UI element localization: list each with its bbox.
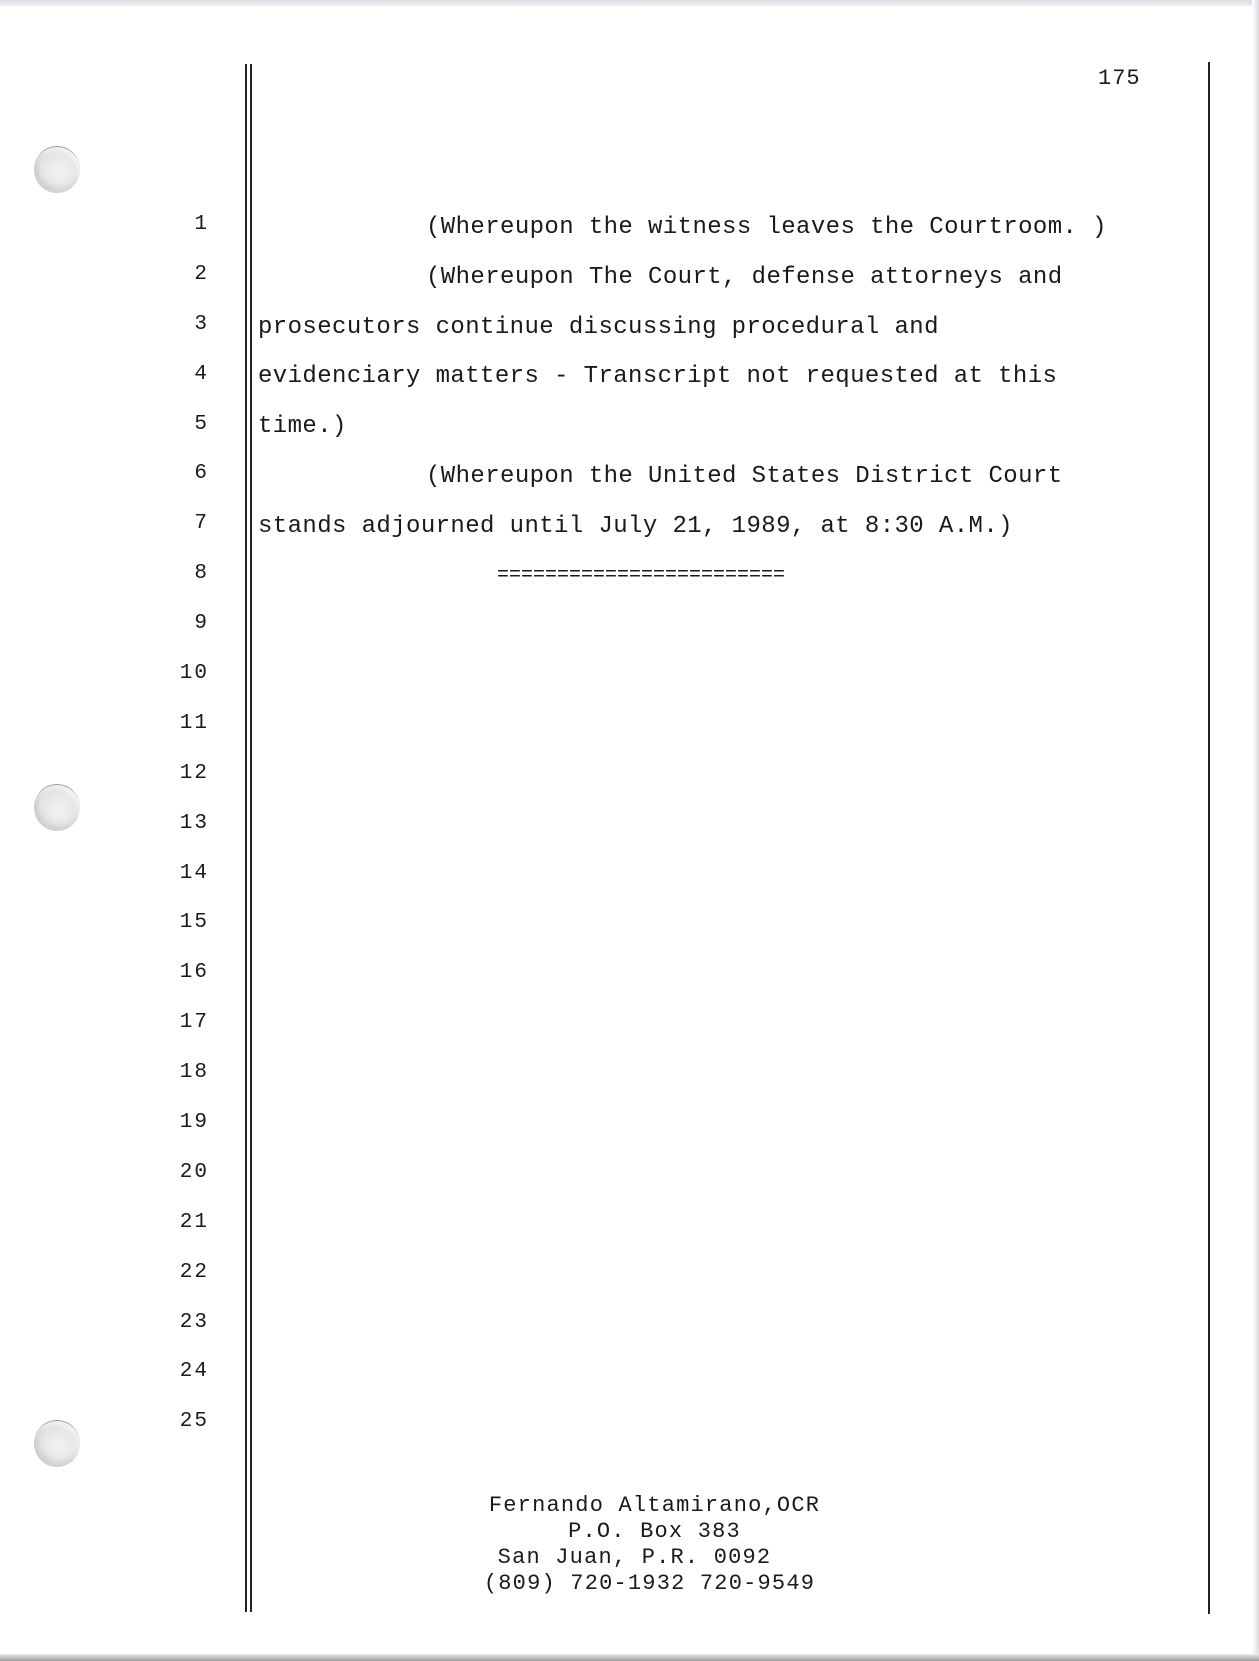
transcript-line-7: stands adjourned until July 21, 1989, at 8:30 A.M.) [258,513,1013,540]
line-number: 10 [179,662,209,686]
line-number: 14 [179,861,209,885]
section-divider: ======================== [497,564,786,587]
line-number: 24 [179,1360,209,1384]
line-number: 17 [179,1011,209,1035]
line-number: 16 [179,961,209,985]
binder-hole-bottom [34,1420,80,1467]
line-number: 20 [179,1160,209,1184]
line-number: 5 [194,412,209,436]
transcript-line-4: evidenciary matters - Transcript not requested at this [258,363,1058,390]
line-number: 25 [179,1410,209,1434]
line-number: 11 [179,711,209,735]
page-bottom-edge [0,1654,1259,1661]
line-number: 15 [179,911,209,935]
right-margin-rule [1208,62,1210,1614]
line-number: 6 [194,462,209,486]
transcript-line-3: prosecutors continue discussing procedural and [258,314,939,341]
reporter-footer [0,1493,1259,1597]
page-top-edge [0,0,1259,6]
line-number-column [165,213,215,1460]
line-number: 12 [179,761,209,785]
binder-hole-top [34,146,80,193]
line-number: 8 [194,562,209,586]
page-right-edge [1252,0,1259,1661]
binder-hole-middle [34,784,80,831]
transcript-line-5: time.) [258,413,347,440]
line-number: 1 [194,213,209,236]
transcript-line-1: (Whereupon the witness leaves the Courtroom. ) [426,214,1107,241]
line-number: 19 [179,1111,209,1135]
line-number: 3 [194,312,209,336]
reporter-po-box: P.O. Box 383 [568,1519,741,1544]
reporter-phones: (809) 720-1932 720-9549 [483,1571,816,1596]
page-number: 175 [1098,66,1141,91]
line-number: 18 [179,1061,209,1085]
transcript-line-2: (Whereupon The Court, defense attorneys and [426,264,1063,291]
left-margin-rule-outer [245,64,247,1612]
line-number: 7 [194,512,209,536]
transcript-line-6: (Whereupon the United States District Court [426,463,1063,490]
reporter-name: Fernando Altamirano,OCR [488,1493,821,1518]
line-number: 13 [179,811,209,835]
left-margin-rule-inner [250,64,252,1612]
line-number: 23 [179,1310,209,1334]
line-number: 4 [194,362,209,386]
reporter-city: San Juan, P.R. 0092 [497,1545,772,1570]
line-number: 21 [179,1210,209,1234]
line-number: 22 [179,1260,209,1284]
line-number: 9 [194,612,209,636]
line-number: 2 [194,262,209,286]
